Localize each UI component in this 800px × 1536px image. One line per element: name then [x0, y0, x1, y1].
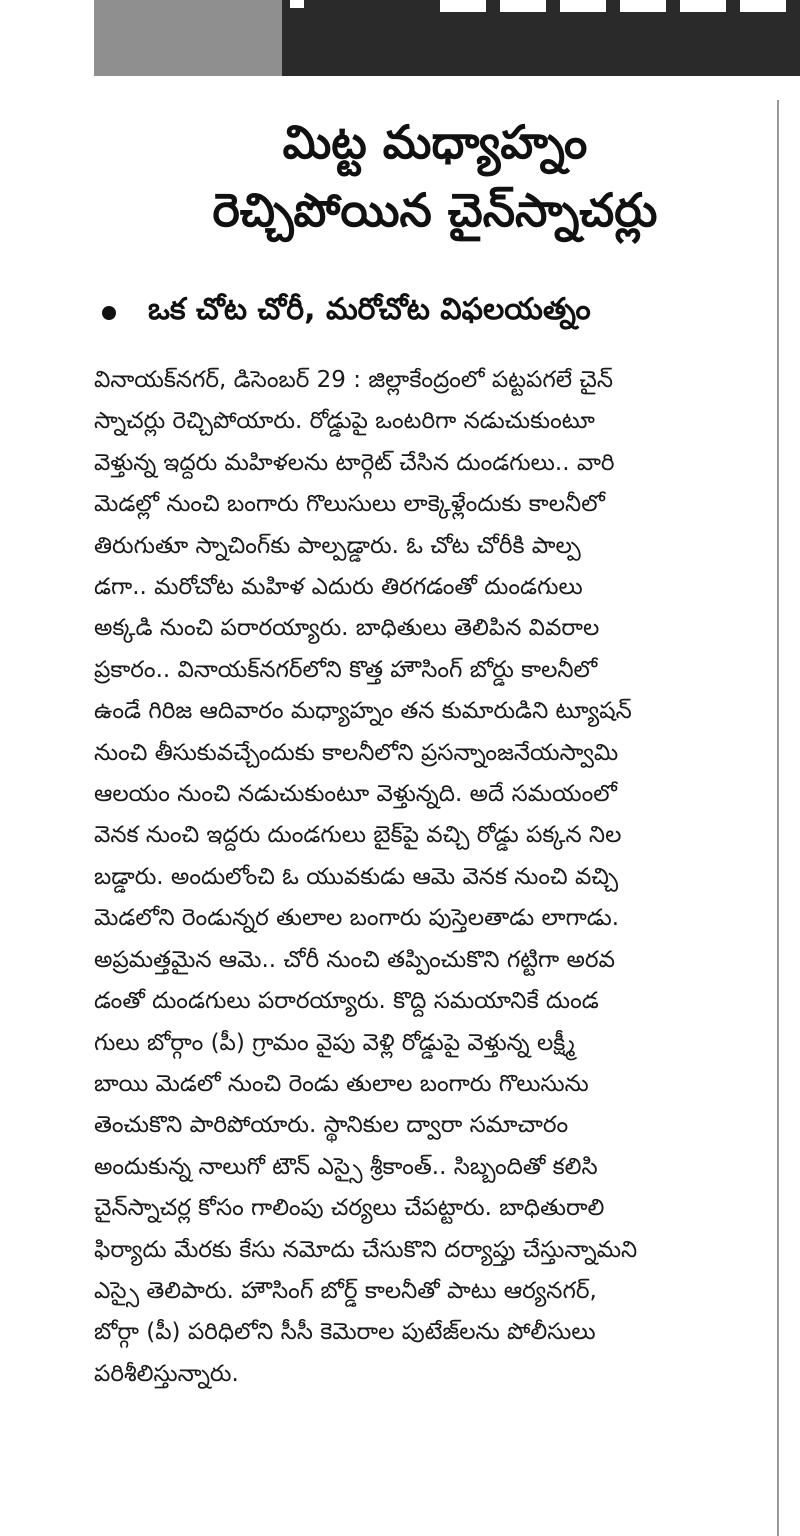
- body-line: వెళ్తున్న ఇద్దరు మహిళలను టార్గెట్ చేసిన దుండగులు.. వారి: [94, 449, 615, 476]
- body-line: ఉండే గిరిజ ఆదివారం మధ్యాహ్నం తన కుమారుడిని ట్యూషన్: [94, 698, 632, 725]
- body-line: బాయి మెడలో నుంచి రెండు తులాల బంగారు గొలుసును: [94, 1070, 589, 1097]
- body-line: పరిశీలిస్తున్నారు.: [94, 1360, 239, 1387]
- banner-gray-block: [94, 0, 282, 76]
- body-line: మెడల్లో నుంచి బంగారు గొలుసులు లాక్కెళ్లేందుకు కాలనీలో: [94, 491, 605, 518]
- body-line: తెంచుకొని పారిపోయారు. స్థానికుల ద్వారా సమాచారం: [94, 1112, 569, 1139]
- body-line: ఎస్సై తెలిపారు. హౌసింగ్ బోర్డ్ కాలనీతో పాటు ఆర్యనగర్,: [94, 1277, 597, 1304]
- body-line: ప్రకారం.. వినాయక్‌నగర్‌లోని కొత్త హౌసింగ్ బోర్డు కాలనీలో: [94, 656, 598, 683]
- headline: [100, 108, 770, 244]
- body-line: అప్రమత్తమైన ఆమె.. చోరీ నుంచి తప్పించుకొని గట్టిగా అరవ: [94, 946, 615, 973]
- banner-white-mark: [290, 0, 304, 8]
- body-line: బోర్గా (పీ) పరిధిలోని సీసీ కెమెరాల పుటేజ్‌లను పోలీసులు: [94, 1319, 596, 1346]
- body-line: నుంచి తీసుకువచ్చేందుకు కాలనీలోని ప్రసన్నాంజనేయస్వామి: [94, 739, 619, 766]
- top-banner: [94, 0, 800, 76]
- headline-line-1: మిట్ట మధ్యాహ్నం: [282, 115, 588, 169]
- subheading: [96, 288, 766, 338]
- body-line: అక్కడి నుంచి పరారయ్యారు. బాధితులు తెలిపిన వివరాల: [94, 615, 600, 642]
- body-line: డగా.. మరోచోట మహిళ ఎదురు తిరగడంతో దుండగులు: [94, 574, 583, 601]
- body-line: బడ్డారు. అందులోంచి ఓ యువకుడు ఆమె వెనక నుంచి వచ్చి: [94, 863, 619, 890]
- body-line: వెనక నుంచి ఇద్దరు దుండగులు బైక్‌పై వచ్చి రోడ్డు పక్కన నిల: [94, 822, 622, 849]
- headline-line-2: రెచ్చిపోయిన చైన్‌స్నాచర్లు: [212, 183, 658, 237]
- body-line: తిరుగుతూ స్నాచింగ్‌కు పాల్పడ్డారు. ఓ చోట చోరీకి పాల్ప: [94, 532, 581, 559]
- banner-cut-off-lettering: [440, 0, 800, 12]
- subheading-text: ఒక చోట చోరీ, మరోచోట విఫలయత్నం: [148, 292, 591, 327]
- body-line: అందుకున్న నాలుగో టౌన్ ఎస్సై శ్రీకాంత్.. సిబ్బందితో కలిసి: [94, 1153, 598, 1180]
- next-article-headline-cut-off: [98, 1508, 758, 1536]
- body-line: డంతో దుండగులు పరారయ్యారు. కొద్ది సమయానికే దుండ: [94, 988, 599, 1015]
- article-body: [94, 360, 750, 1395]
- body-line: వినాయక్‌నగర్, డిసెంబర్ 29 : జిల్లాకేంద్రంలో పట్టపగలే చైన్: [94, 367, 614, 393]
- body-line: గులు బోర్గాం (పీ) గ్రామం వైపు వెళ్లి రోడ్డుపై వెళ్తున్న లక్ష్మీ: [94, 1029, 575, 1056]
- body-line: చైన్‌స్నాచర్ల కోసం గాలింపు చర్యలు చేపట్టారు. బాధితురాలి: [94, 1195, 605, 1222]
- body-line: మెడలోని రెండున్నర తులాల బంగారు పుస్తెలతాడు లాగాడు.: [94, 905, 620, 932]
- bullet-icon: [102, 306, 116, 320]
- column-divider: [777, 100, 779, 1536]
- body-line: స్నాచర్లు రెచ్చిపోయారు. రోడ్డుపై ఒంటరిగా నడుచుకుంటూ: [94, 408, 595, 435]
- body-line: ఫిర్యాదు మేరకు కేసు నమోదు చేసుకొని దర్యాప్తు చేస్తున్నామని: [94, 1236, 638, 1263]
- body-line: ఆలయం నుంచి నడుచుకుంటూ వెళ్తున్నది. అదే సమయంలో: [94, 781, 617, 808]
